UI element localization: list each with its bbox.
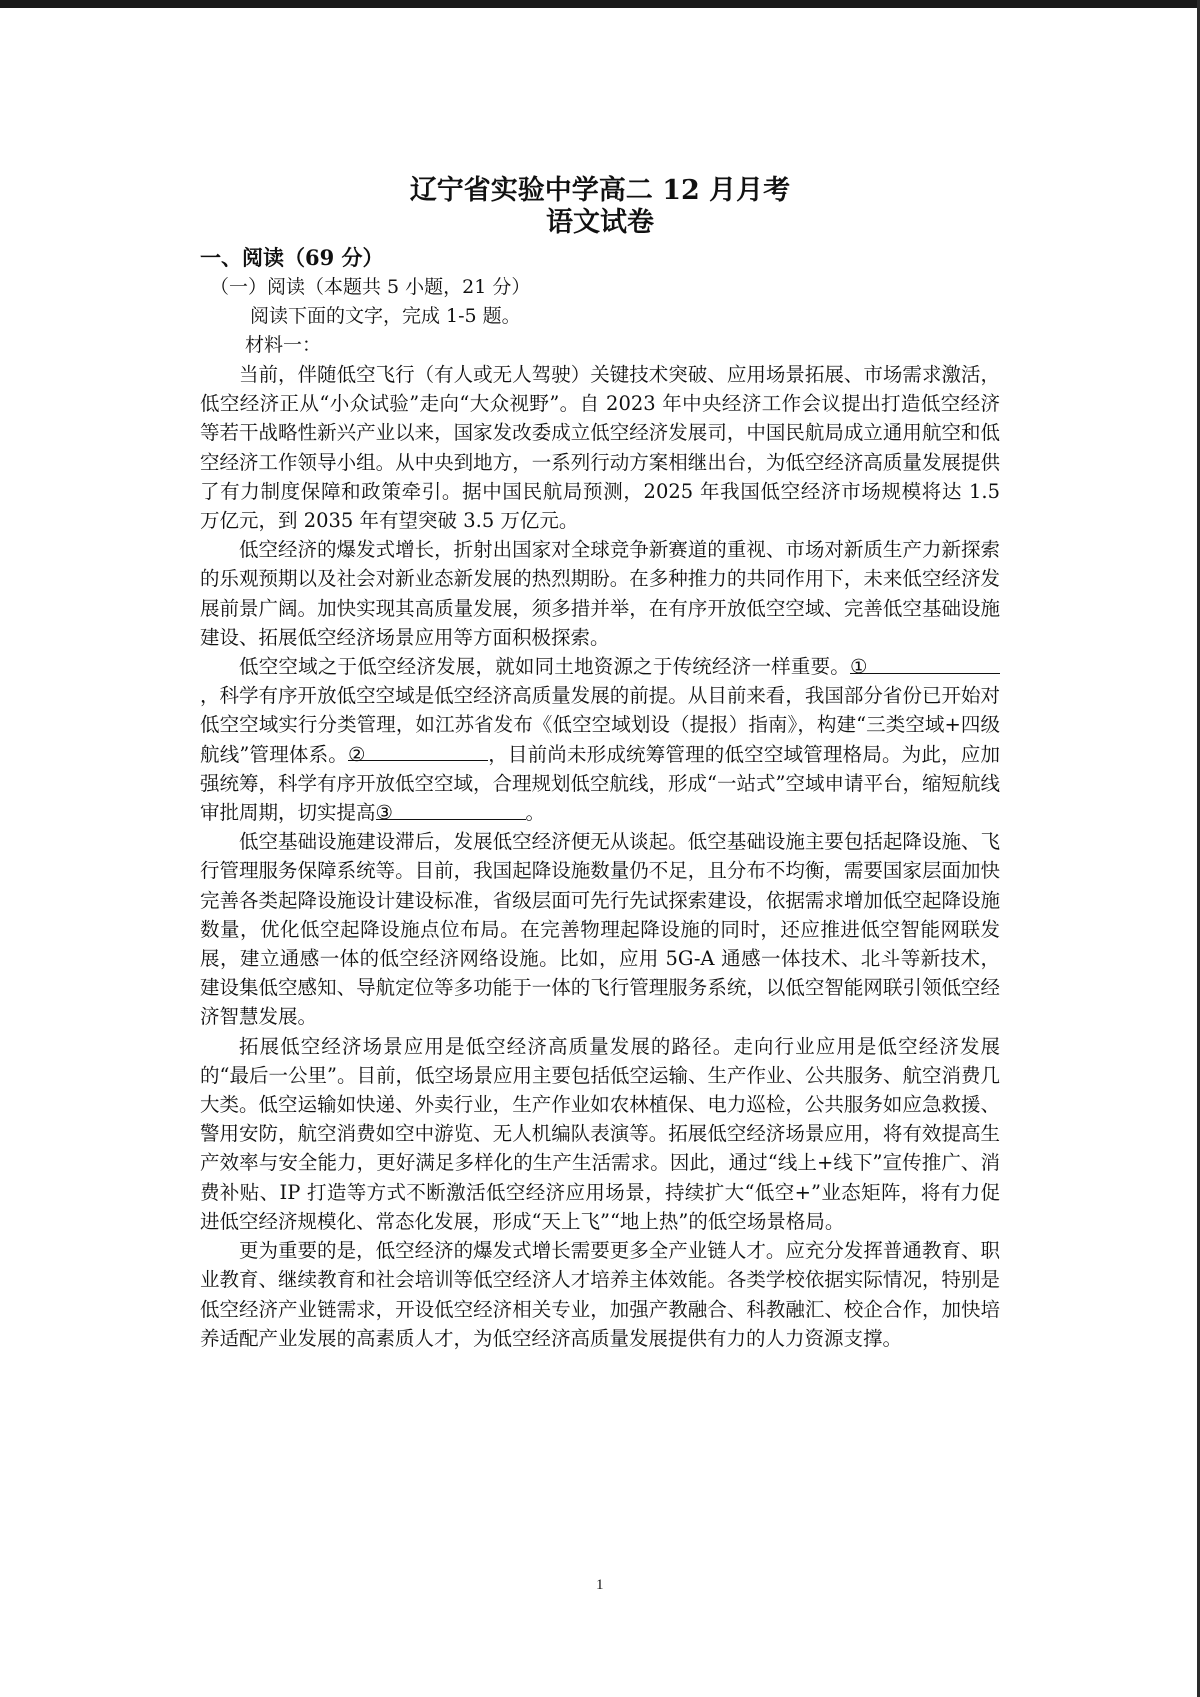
paragraph-3-text-c: ，目前尚未形成统筹管理的低空空域管理格局。为此，应加强统筹，科学有序开放低空空域，合理规划低空航线，形成“一站式”空域申请平台，缩短航线审批周期，切实提高: [200, 742, 1000, 825]
page-number: 1: [596, 1577, 604, 1593]
section-heading: 一、阅读（69 分）: [200, 245, 384, 270]
paragraph-3: [200, 652, 1000, 827]
blank-3: [375, 798, 526, 825]
paragraph-3-end: 。: [525, 801, 546, 825]
material-label: 材料一：: [245, 334, 322, 356]
blank-1: [850, 652, 1000, 679]
exam-subject-title: 语文试卷: [546, 207, 654, 238]
paragraph-3-text-a: 低空空域之于低空经济发展，就如同土地资源之于传统经济一样重要。: [239, 655, 850, 679]
paragraph-2: 低空经济的爆发式增长，折射出国家对全球竞争新赛道的重视、市场对新质生产力新探索的乐观预期以及社会对新业态新发展的热烈期盼。在多种推力的共同作用下，未来低空经济发展前景广阔。加快实现其高质量发展，须多措并举，在有序开放低空空域、完善低空基础设施建设、拓展低空经济场景应用等方面积极探索。: [200, 538, 1000, 649]
blank-1-marker: ①: [850, 655, 868, 679]
blank-3-marker: ③: [375, 801, 393, 825]
sub-section-heading: （一）阅读（本题共 5 小题，21 分）: [210, 276, 531, 298]
paragraph-1: 当前，伴随低空飞行（有人或无人驾驶）关键技术突破、应用场景拓展、市场需求激活，低空经济正从“小众试验”走向“大众视野”。自 2023 年中央经济工作会议提出打造低空经济等若干战略性新兴产业以来，国家发改委成立低空经济发展司，中国民航局成立通用航空和低空经济工作领导小组。从中央到地方，一系列行动方案相继出台，为低空经济高质量发展提供了有力制度保障和政策牵引。据中国民航局预测，2025 年我国低空经济市场规模将达 1.5 万亿元，到 2035 年有望突破 3.5 万亿元。: [200, 363, 1000, 533]
scan-top-border: [0, 0, 1200, 8]
paragraph-3-text-b: ，科学有序开放低空空域是低空经济高质量发展的前提。从目前来看，我国部分省份已开始对低空空域实行分类管理，如江苏省发布《低空空域划设（提报）指南》，构建“三类空域+四级航线”管理体系。: [200, 684, 1000, 766]
paragraph-4: 低空基础设施建设滞后，发展低空经济便无从谈起。低空基础设施主要包括起降设施、飞行管理服务保障系统等。目前，我国起降设施数量仍不足，且分布不均衡，需要国家层面加快完善各类起降设施设计建设标准，省级层面可先行先试探索建设，依据需求增加低空起降设施数量，优化低空起降设施点位布局。在完善物理起降设施的同时，还应推进低空智能网联发展，建立通感一体的低空经济网络设施。比如，应用 5G-A 通感一体技术、北斗等新技术，建设集低空感知、导航定位等多功能于一体的飞行管理服务系统，以低空智能网联引领低空经济智慧发展。: [200, 830, 1000, 1029]
blank-2-marker: ②: [348, 742, 366, 766]
blank-2: [348, 740, 488, 766]
exam-title: 辽宁省实验中学高二 12 月月考: [409, 175, 791, 206]
paragraph-6: 更为重要的是，低空经济的爆发式增长需要更多全产业链人才。应充分发挥普通教育、职业教育、继续教育和社会培训等低空经济人才培养主体效能。各类学校依据实际情况，特别是低空经济产业链需求，开设低空经济相关专业，加强产教融合、科教融汇、校企合作，加快培养适配产业发展的高素质人才，为低空经济高质量发展提供有力的人力资源支撑。: [200, 1239, 1000, 1350]
exam-page: [200, 175, 1000, 1353]
reading-instruction: 阅读下面的文字，完成 1-5 题。: [250, 305, 521, 327]
paragraph-5: 拓展低空经济场景应用是低空经济高质量发展的路径。走向行业应用是低空经济发展的“最后一公里”。目前，低空场景应用主要包括低空运输、生产作业、公共服务、航空消费几大类。低空运输如快递、外卖行业，生产作业如农林植保、电力巡检，公共服务如应急救援、警用安防，航空消费如空中游览、无人机编队表演等。拓展低空经济场景应用，将有效提高生产效率与安全能力，更好满足多样化的生产生活需求。因此，通过“线上+线下”宣传推广、消费补贴、IP 打造等方式不断激活低空经济应用场景，持续扩大“低空+”业态矩阵，将有力促进低空经济规模化、常态化发展，形成“天上飞”“地上热”的低空场景格局。: [200, 1034, 1000, 1233]
